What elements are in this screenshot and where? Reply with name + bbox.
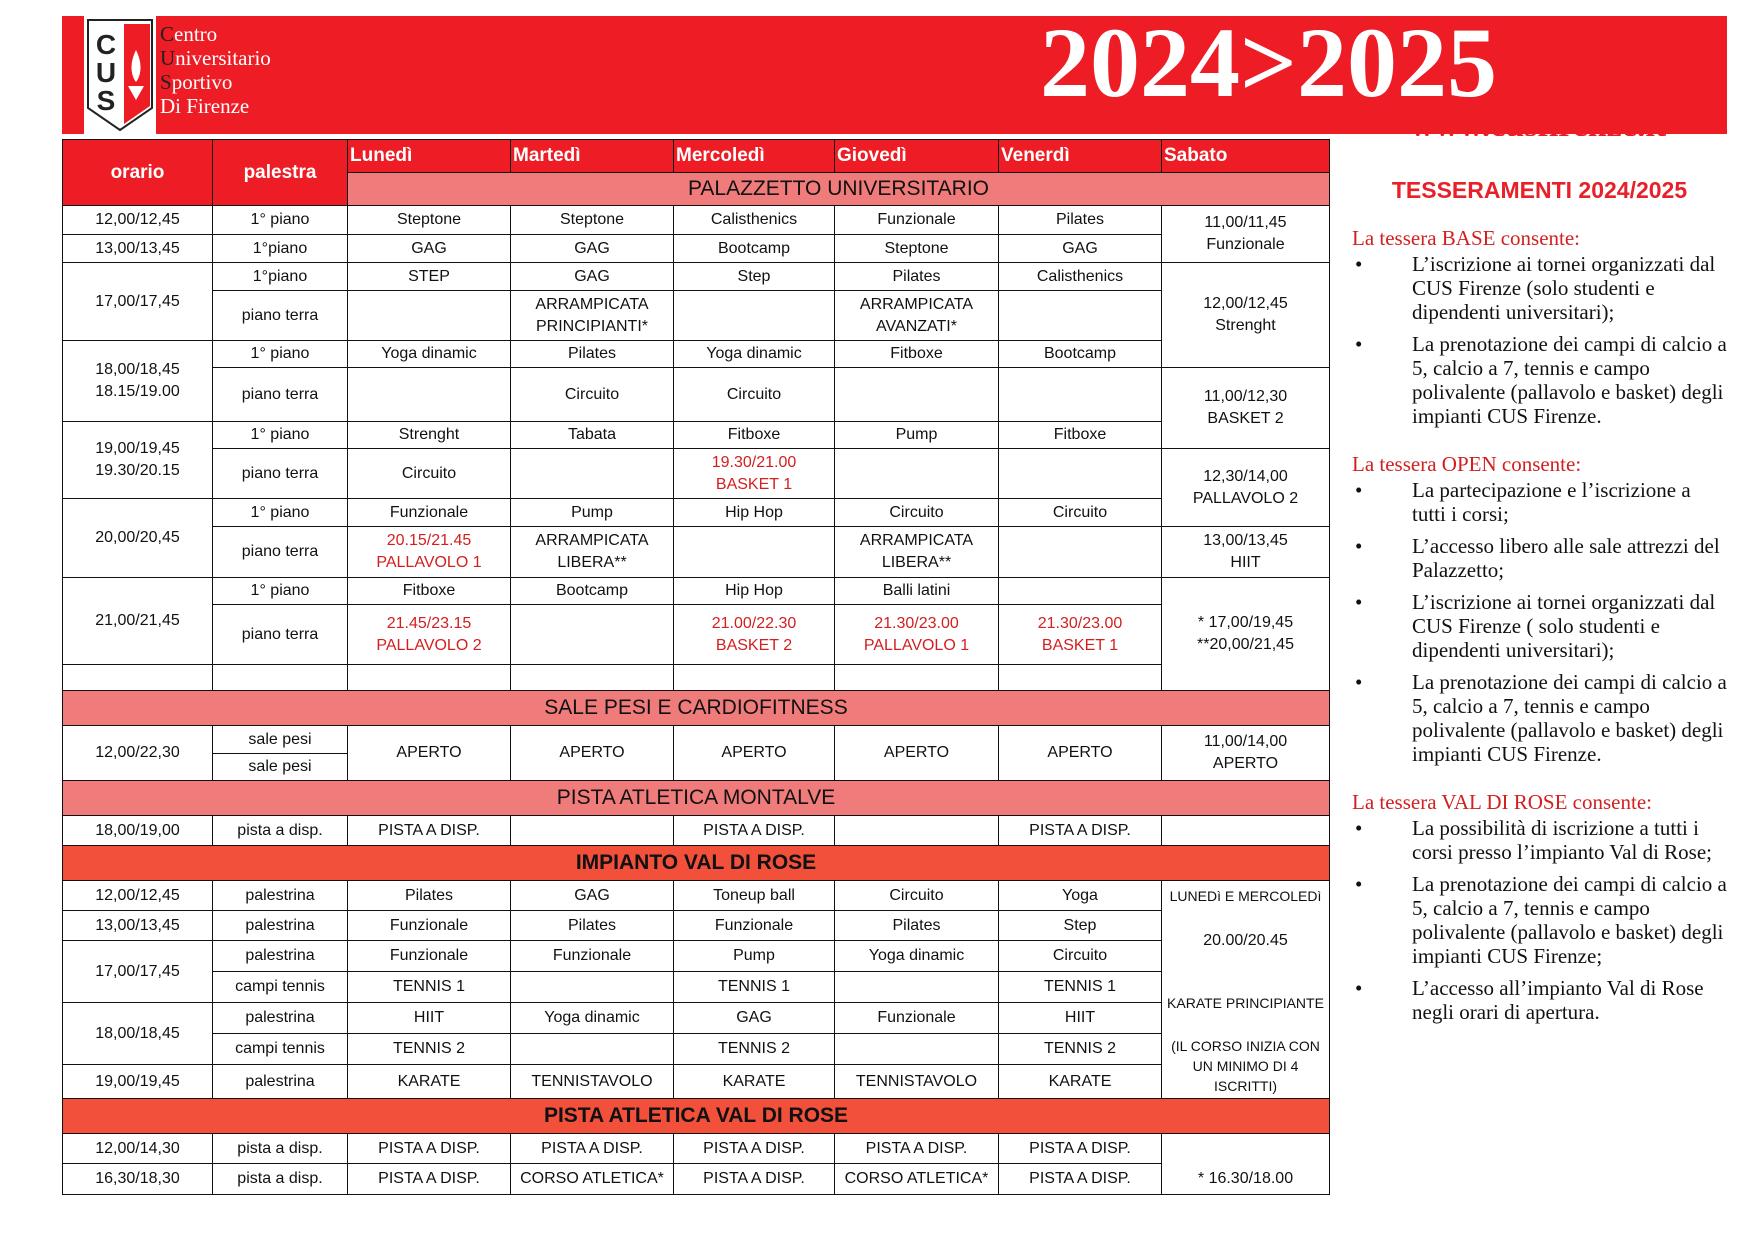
sat-line: APERTO	[1212, 755, 1279, 772]
activity-cell	[999, 368, 1162, 422]
activity-line: PALLAVOLO 1	[863, 636, 970, 654]
time-cell: 17,00/17,45	[63, 263, 213, 341]
time-cell: 12,00/22,30	[63, 726, 213, 781]
activity-cell: Step	[999, 911, 1162, 941]
activity-cell: APERTO	[511, 726, 674, 781]
table-row	[63, 341, 1330, 368]
table-row	[63, 605, 1330, 665]
activity-cell: Pilates	[348, 881, 511, 911]
place-cell: 1° piano	[213, 206, 348, 235]
activity-cell: PISTA A DISP.	[674, 1164, 835, 1195]
place-cell: piano terra	[213, 368, 348, 422]
activity-cell: TENNIS 2	[674, 1034, 835, 1065]
activity-cell: TENNISTAVOLO	[511, 1065, 674, 1099]
table-row	[63, 527, 1330, 578]
activity-cell	[674, 605, 835, 665]
place-cell: 1° piano	[213, 499, 348, 527]
activity-cell	[511, 449, 674, 499]
time-cell: 13,00/13,45	[63, 235, 213, 263]
activity-cell: PISTA A DISP.	[674, 816, 835, 846]
section-title-montalve: PISTA ATLETICA MONTALVE	[63, 781, 1330, 816]
saturday-cell	[1162, 206, 1330, 263]
activity-cell	[674, 291, 835, 341]
list-item: • La prenotazione dei campi di calcio a 5, calcio a 7, tennis e campo polivalente (pallavolo e basket) degli impianti CUS Firenze.	[1352, 670, 1727, 766]
activity-line: 21.45/23.15	[386, 614, 472, 632]
activity-cell: Toneup ball	[674, 881, 835, 911]
membership-heading: La tessera VAL DI ROSE consente:	[1352, 790, 1652, 814]
activity-line: LIBERA**	[557, 554, 627, 571]
activity-cell: Circuito	[348, 449, 511, 499]
activity-cell	[1162, 816, 1330, 846]
membership-list	[1352, 252, 1727, 428]
activity-cell: APERTO	[348, 726, 511, 781]
cus-logo	[84, 16, 156, 134]
table-row	[63, 235, 1330, 263]
sat-line: * 17,00/19,45	[1197, 614, 1294, 631]
place-cell: palestrina	[213, 881, 348, 911]
activity-cell: Calisthenics	[999, 263, 1162, 291]
empty-cell	[835, 665, 999, 691]
activity-cell: STEP	[348, 263, 511, 291]
time-line: 18.15/19.00	[95, 383, 180, 400]
activity-cell	[999, 578, 1162, 605]
activity-cell: Fitboxe	[999, 422, 1162, 449]
empty-cell	[511, 665, 674, 691]
activity-cell: PISTA A DISP.	[348, 1134, 511, 1164]
activity-cell: Fitboxe	[835, 341, 999, 368]
place-cell: piano terra	[213, 527, 348, 578]
time-cell: 18,00/18,45	[63, 1003, 213, 1065]
activity-line: BASKET 2	[715, 636, 793, 654]
activity-cell: CORSO ATLETICA*	[835, 1164, 999, 1195]
table-row	[63, 972, 1330, 1003]
table-row-empty	[63, 665, 1330, 691]
sat-line: BASKET 2	[1207, 410, 1284, 427]
list-item: • L’iscrizione ai tornei organizzati dal CUS Firenze ( solo studenti e dipendenti universitari);	[1352, 590, 1727, 662]
sat-line: 11,00/14,00	[1203, 733, 1288, 750]
activity-cell: APERTO	[999, 726, 1162, 781]
activity-cell: GAG	[511, 235, 674, 263]
org-name	[160, 22, 271, 118]
sat-line: Funzionale	[1206, 236, 1285, 253]
table-row	[63, 422, 1330, 449]
list-item: • L’accesso all’impianto Val di Rose negli orari di apertura.	[1352, 976, 1727, 1024]
place-cell: palestrina	[213, 911, 348, 941]
activity-cell: PISTA A DISP.	[999, 1164, 1162, 1195]
section-title-valdirose: IMPIANTO VAL DI ROSE	[63, 846, 1330, 881]
activity-cell	[835, 291, 999, 341]
activity-line: LIBERA**	[881, 554, 952, 571]
activity-cell: Funzionale	[674, 911, 835, 941]
empty-cell	[213, 665, 348, 691]
saturday-cell: KARATE PRINCIPIANTE	[1162, 972, 1330, 1034]
saturday-cell	[1162, 527, 1330, 578]
list-item: • La possibilità di iscrizione a tutti i corsi presso l’impianto Val di Rose;	[1352, 816, 1727, 864]
section-title-pesi: SALE PESI E CARDIOFITNESS	[63, 691, 1330, 726]
activity-cell: Bootcamp	[511, 578, 674, 605]
place-cell: 1°piano	[213, 235, 348, 263]
activity-cell: Tabata	[511, 422, 674, 449]
activity-cell: Circuito	[511, 368, 674, 422]
activity-cell	[348, 368, 511, 422]
saturday-cell	[1162, 578, 1330, 691]
activity-cell: Circuito	[835, 881, 999, 911]
section-row	[63, 846, 1330, 881]
activity-cell	[511, 527, 674, 578]
place-cell: pista a disp.	[213, 816, 348, 846]
activity-cell: Yoga dinamic	[674, 341, 835, 368]
activity-cell	[835, 1034, 999, 1065]
schedule-table	[62, 139, 1330, 1195]
activity-cell: APERTO	[835, 726, 999, 781]
saturday-cell	[1162, 449, 1330, 527]
time-line: 18,00/18,45	[95, 361, 180, 378]
col-header-day: Giovedì	[835, 140, 999, 173]
empty-cell	[674, 665, 835, 691]
sat-line: 11,00/11,45	[1204, 214, 1287, 231]
saturday-cell	[1162, 726, 1330, 781]
activity-cell	[835, 449, 999, 499]
activity-cell: PISTA A DISP.	[835, 1134, 999, 1164]
tesseramenti-title: TESSERAMENTI 2024/2025	[1391, 177, 1688, 203]
activity-cell: Yoga dinamic	[835, 941, 999, 972]
activity-cell: PISTA A DISP.	[999, 816, 1162, 846]
time-cell: 13,00/13,45	[63, 911, 213, 941]
col-header-day: Lunedì	[348, 140, 511, 173]
section-row	[63, 781, 1330, 816]
membership-open	[1352, 452, 1727, 766]
table-row	[63, 291, 1330, 341]
activity-line: ARRAMPICATA	[859, 295, 974, 313]
activity-cell: GAG	[511, 881, 674, 911]
activity-cell: PISTA A DISP.	[999, 1134, 1162, 1164]
activity-cell	[835, 368, 999, 422]
activity-cell: TENNIS 2	[999, 1034, 1162, 1065]
membership-heading: La tessera OPEN consente:	[1352, 452, 1582, 476]
table-row	[63, 1065, 1330, 1099]
activity-cell: GAG	[674, 1003, 835, 1034]
activity-cell: PISTA A DISP.	[348, 1164, 511, 1195]
activity-cell: Steptone	[348, 206, 511, 235]
activity-cell: Funzionale	[511, 941, 674, 972]
activity-cell: Circuito	[674, 368, 835, 422]
table-row	[63, 816, 1330, 846]
time-cell: 21,00/21,45	[63, 578, 213, 665]
place-cell: piano terra	[213, 291, 348, 341]
activity-cell: Yoga dinamic	[511, 1003, 674, 1034]
activity-cell: GAG	[348, 235, 511, 263]
activity-cell: Funzionale	[348, 499, 511, 527]
activity-cell: KARATE	[999, 1065, 1162, 1099]
saturday-cell	[1162, 263, 1330, 368]
place-cell: palestrina	[213, 1065, 348, 1099]
activity-cell: Hip Hop	[674, 578, 835, 605]
activity-cell	[511, 1034, 674, 1065]
sat-line: 13,00/13,45	[1203, 532, 1288, 549]
activity-cell: Funzionale	[835, 1003, 999, 1034]
activity-cell: PISTA A DISP.	[348, 816, 511, 846]
section-row	[63, 1099, 1330, 1134]
list-item: • L’accesso libero alle sale attrezzi del Palazzetto;	[1352, 534, 1727, 582]
activity-line: 19.30/21.00	[711, 453, 797, 471]
activity-cell	[511, 972, 674, 1003]
activity-cell	[999, 449, 1162, 499]
table-row	[63, 499, 1330, 527]
activity-cell: PISTA A DISP.	[674, 1134, 835, 1164]
activity-cell: Circuito	[835, 499, 999, 527]
saturday-cell: * 16.30/18.00	[1162, 1164, 1330, 1195]
activity-cell: HIIT	[999, 1003, 1162, 1034]
time-cell: 19,00/19,45	[63, 1065, 213, 1099]
activity-cell	[835, 972, 999, 1003]
section-title-palazzetto: PALAZZETTO UNIVERSITARIO	[348, 173, 1330, 206]
activity-cell: Pump	[674, 941, 835, 972]
activity-cell	[348, 291, 511, 341]
activity-cell	[835, 816, 999, 846]
place-cell: sale pesi	[213, 726, 348, 754]
time-line: 19.30/20.15	[95, 462, 180, 479]
table-row	[63, 1034, 1330, 1065]
list-item: • La partecipazione e l’iscrizione a tutti i corsi;	[1352, 478, 1727, 526]
time-cell: 16,30/18,30	[63, 1164, 213, 1195]
activity-cell: Yoga dinamic	[348, 341, 511, 368]
svg-text:U: U	[95, 57, 117, 88]
sat-line: HIIT	[1230, 554, 1261, 571]
place-cell: campi tennis	[213, 972, 348, 1003]
table-row	[63, 1134, 1330, 1164]
org-line: Sportivo	[160, 70, 233, 94]
activity-cell	[511, 291, 674, 341]
activity-line: ARRAMPICATA	[535, 532, 649, 549]
table-row	[63, 206, 1330, 235]
sat-line: 11,00/12,30	[1203, 388, 1288, 405]
activity-cell	[999, 291, 1162, 341]
org-line: Universitario	[160, 46, 271, 70]
empty-cell	[999, 665, 1162, 691]
saturday-cell	[1162, 1134, 1330, 1164]
activity-cell	[835, 527, 999, 578]
activity-cell: GAG	[999, 235, 1162, 263]
col-header-day: Venerdì	[999, 140, 1162, 173]
activity-line: PRINCIPIANTI*	[535, 317, 648, 335]
time-cell: 18,00/19,00	[63, 816, 213, 846]
activity-cell: Pump	[835, 422, 999, 449]
saturday-cell: LUNEDì E MERCOLEDì	[1162, 881, 1330, 911]
svg-text:C: C	[95, 29, 117, 60]
activity-cell: TENNISTAVOLO	[835, 1065, 999, 1099]
activity-cell: Bootcamp	[999, 341, 1162, 368]
activity-cell: Steptone	[835, 235, 999, 263]
time-cell: 12,00/12,45	[63, 881, 213, 911]
place-cell: palestrina	[213, 941, 348, 972]
col-header-palestra: palestra	[213, 140, 348, 206]
activity-cell: HIIT	[348, 1003, 511, 1034]
activity-line: PALLAVOLO 2	[376, 636, 482, 654]
org-line: Centro	[160, 22, 218, 46]
activity-line: 20.15/21.45	[386, 532, 472, 549]
activity-cell: Balli latini	[835, 578, 999, 605]
sat-line: 12,00/12,45	[1203, 295, 1288, 312]
activity-cell	[511, 816, 674, 846]
place-cell: 1° piano	[213, 578, 348, 605]
activity-cell: Pilates	[835, 911, 999, 941]
place-cell: pista a disp.	[213, 1164, 348, 1195]
activity-cell: KARATE	[348, 1065, 511, 1099]
table-row	[63, 578, 1330, 605]
activity-cell: Funzionale	[348, 941, 511, 972]
table-row	[63, 881, 1330, 911]
membership-base	[1352, 226, 1727, 428]
activity-line: BASKET 1	[1041, 636, 1119, 654]
time-cell: 20,00/20,45	[63, 499, 213, 578]
saturday-cell	[1162, 368, 1330, 449]
col-header-day: Mercoledì	[674, 140, 835, 173]
membership-heading: La tessera BASE consente:	[1352, 226, 1581, 250]
time-cell: 17,00/17,45	[63, 941, 213, 1003]
sat-line: **20,00/21,45	[1197, 636, 1294, 653]
place-cell: palestrina	[213, 1003, 348, 1034]
time-cell	[63, 422, 213, 499]
header-row	[63, 140, 1330, 173]
table-row	[63, 726, 1330, 754]
activity-cell: Circuito	[999, 941, 1162, 972]
activity-cell: Strenght	[348, 422, 511, 449]
saturday-cell: 20.00/20.45	[1162, 911, 1330, 972]
place-cell: campi tennis	[213, 1034, 348, 1065]
col-header-day: Sabato	[1162, 140, 1330, 173]
activity-line: ARRAMPICATA	[535, 295, 649, 313]
activity-cell: GAG	[511, 263, 674, 291]
activity-cell: CORSO ATLETICA*	[511, 1164, 674, 1195]
activity-cell: Calisthenics	[674, 206, 835, 235]
list-item: • La prenotazione dei campi di calcio a 5, calcio a 7, tennis e campo polivalente (pallavolo e basket) degli impianti CUS Firenze.	[1352, 332, 1727, 428]
activity-cell: Fitboxe	[674, 422, 835, 449]
activity-cell: Circuito	[999, 499, 1162, 527]
activity-cell: Pilates	[835, 263, 999, 291]
activity-cell: Bootcamp	[674, 235, 835, 263]
svg-text:S: S	[96, 85, 116, 116]
col-header-day: Martedì	[511, 140, 674, 173]
membership-list	[1352, 478, 1727, 766]
activity-cell: Pilates	[511, 341, 674, 368]
table-row	[63, 911, 1330, 941]
place-cell: 1° piano	[213, 422, 348, 449]
activity-cell: Pilates	[999, 206, 1162, 235]
activity-cell	[999, 605, 1162, 665]
website-link[interactable]: www.cusfirenze.it	[1410, 107, 1667, 136]
membership-list	[1352, 816, 1727, 1024]
activity-line: 21.30/23.00	[1037, 614, 1123, 632]
sat-line: PALLAVOLO 2	[1192, 489, 1299, 507]
time-line: 19,00/19,45	[95, 440, 180, 457]
activity-cell	[511, 605, 674, 665]
activity-cell: Pilates	[511, 911, 674, 941]
activity-cell: TENNIS 1	[348, 972, 511, 1003]
activity-cell: Steptone	[511, 206, 674, 235]
activity-cell: Funzionale	[835, 206, 999, 235]
activity-cell: PISTA A DISP.	[511, 1134, 674, 1164]
place-cell: sale pesi	[213, 754, 348, 781]
empty-cell	[63, 665, 213, 691]
activity-cell: Yoga	[999, 881, 1162, 911]
place-cell: piano terra	[213, 449, 348, 499]
sat-line: 12,30/14,00	[1203, 467, 1288, 485]
section-title-pista-vdr: PISTA ATLETICA VAL DI ROSE	[63, 1099, 1330, 1134]
activity-cell	[835, 605, 999, 665]
activity-line: PALLAVOLO 1	[376, 554, 482, 571]
time-cell: 12,00/12,45	[63, 206, 213, 235]
activity-cell: TENNIS 2	[348, 1034, 511, 1065]
activity-line: 21.00/22.30	[711, 614, 797, 632]
activity-cell: Step	[674, 263, 835, 291]
sat-line: Strenght	[1215, 317, 1276, 334]
place-cell: 1° piano	[213, 341, 348, 368]
saturday-cell: (IL CORSO INIZIA CON UN MINIMO DI 4 ISCRITTI)	[1162, 1034, 1330, 1099]
activity-line: ARRAMPICATA	[859, 532, 974, 549]
tesseramenti-panel	[1352, 178, 1727, 1048]
activity-cell	[674, 527, 835, 578]
empty-cell	[348, 665, 511, 691]
list-item: • La prenotazione dei campi di calcio a 5, calcio a 7, tennis e campo polivalente (pallavolo e basket) degli impianti CUS Firenze;	[1352, 872, 1727, 968]
place-cell: piano terra	[213, 605, 348, 665]
activity-cell	[348, 527, 511, 578]
activity-cell: APERTO	[674, 726, 835, 781]
table-row	[63, 449, 1330, 499]
list-item: • L’iscrizione ai tornei organizzati dal CUS Firenze (solo studenti e dipendenti universitari);	[1352, 252, 1727, 324]
col-header-orario: orario	[63, 140, 213, 206]
table-row	[63, 1164, 1330, 1195]
membership-valdirose	[1352, 790, 1727, 1024]
table-row	[63, 263, 1330, 291]
activity-cell: Hip Hop	[674, 499, 835, 527]
season-year: 2024>2025	[1040, 7, 1497, 118]
activity-cell: Fitboxe	[348, 578, 511, 605]
activity-line: 21.30/23.00	[874, 614, 959, 632]
activity-cell: KARATE	[674, 1065, 835, 1099]
activity-cell	[674, 449, 835, 499]
org-line: Di Firenze	[160, 94, 250, 118]
activity-cell	[348, 605, 511, 665]
table-row	[63, 1003, 1330, 1034]
activity-line: AVANZATI*	[876, 317, 957, 335]
activity-cell: Pump	[511, 499, 674, 527]
place-cell: 1°piano	[213, 263, 348, 291]
activity-line: BASKET 1	[715, 475, 793, 493]
section-row	[63, 691, 1330, 726]
activity-cell: TENNIS 1	[999, 972, 1162, 1003]
place-cell: pista a disp.	[213, 1134, 348, 1164]
time-cell	[63, 341, 213, 422]
time-cell: 12,00/14,30	[63, 1134, 213, 1164]
table-row	[63, 941, 1330, 972]
activity-cell: TENNIS 1	[674, 972, 835, 1003]
table-row	[63, 368, 1330, 422]
activity-cell	[999, 527, 1162, 578]
activity-cell: Funzionale	[348, 911, 511, 941]
